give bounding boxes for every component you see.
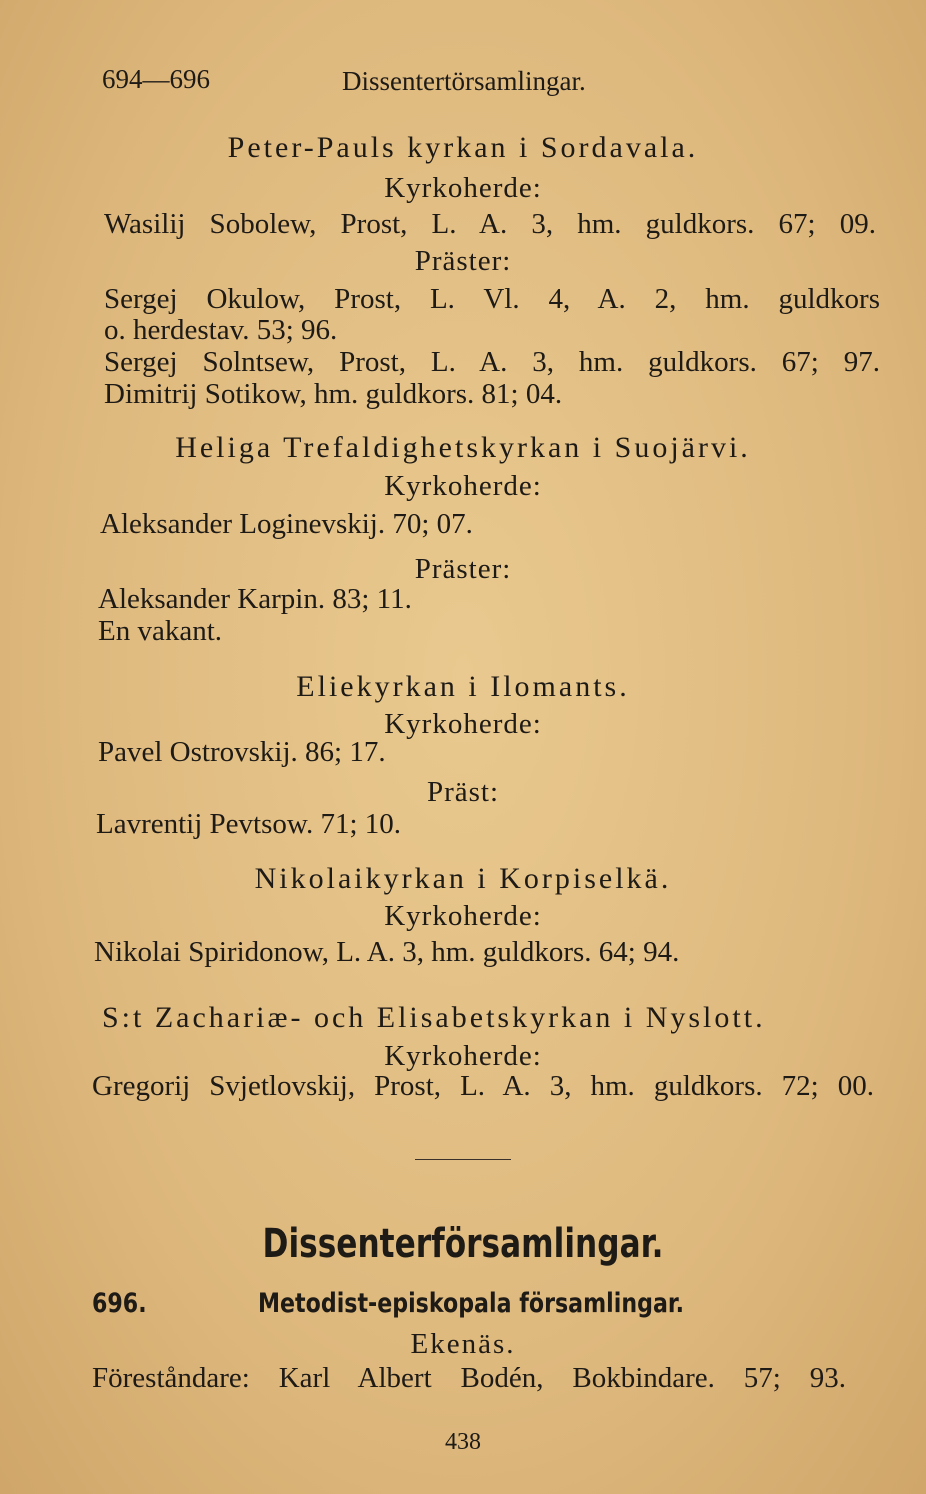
section-title: Metodist-episkopala församlingar. <box>258 1288 685 1319</box>
entry-line: Aleksander Loginevskij. 70; 07. <box>100 508 473 540</box>
church-name: Heliga Trefaldighetskyrkan i Suojärvi. <box>175 431 751 464</box>
divider-rule <box>415 1159 511 1160</box>
page-range: 694—696 <box>102 64 210 94</box>
church-name: Eliekyrkan i Ilomants. <box>296 670 630 703</box>
page-number: 438 <box>445 1429 481 1455</box>
church-name: Peter-Pauls kyrkan i Sordavala. <box>227 131 699 164</box>
role-heading: Kyrkoherde: <box>384 708 542 740</box>
role-heading: Präster: <box>414 245 512 277</box>
entry-line: Pavel Ostrovskij. 86; 17. <box>98 736 386 768</box>
entry-line: Lavrentij Pevtsow. 71; 10. <box>96 808 401 840</box>
main-title: Dissenterförsamlingar. <box>262 1221 664 1267</box>
entry-line: Dimitrij Sotikow, hm. guldkors. 81; 04. <box>104 378 563 410</box>
running-title: Dissentertörsamlingar. <box>342 66 586 96</box>
entry-line: Sergej Solntsew, Prost, L. A. 3, hm. guldkors. 67; 97. <box>104 346 880 378</box>
church-name: S:t Zachariæ- och Elisabetskyrkan i Nyslott. <box>102 1001 766 1034</box>
church-name: Nikolaikyrkan i Korpiselkä. <box>254 862 672 895</box>
role-heading: Präst: <box>426 776 500 808</box>
role-heading: Kyrkoherde: <box>384 1040 542 1072</box>
section-number: 696. <box>92 1288 147 1319</box>
entry-line: Föreståndare: Karl Albert Bodén, Bokbindare. 57; 93. <box>92 1362 846 1394</box>
role-heading: Kyrkoherde: <box>384 172 542 204</box>
role-heading: Kyrkoherde: <box>384 900 542 932</box>
place-name: Ekenäs. <box>410 1328 516 1360</box>
entry-line: Gregorij Svjetlovskij, Prost, L. A. 3, hm. guldkors. 72; 00. <box>92 1070 874 1102</box>
entry-line: Aleksander Karpin. 83; 11. <box>98 583 412 615</box>
entry-line: Nikolai Spiridonow, L. A. 3, hm. guldkors. 64; 94. <box>94 936 680 968</box>
entry-line: En vakant. <box>98 615 223 647</box>
entry-line: Wasilij Sobolew, Prost, L. A. 3, hm. guldkors. 67; 09. <box>104 208 876 240</box>
entry-line: Sergej Okulow, Prost, L. Vl. 4, A. 2, hm. guldkors <box>104 283 880 315</box>
role-heading: Kyrkoherde: <box>384 470 542 502</box>
role-heading: Präster: <box>414 553 512 585</box>
entry-line: o. herdestav. 53; 96. <box>104 314 338 346</box>
